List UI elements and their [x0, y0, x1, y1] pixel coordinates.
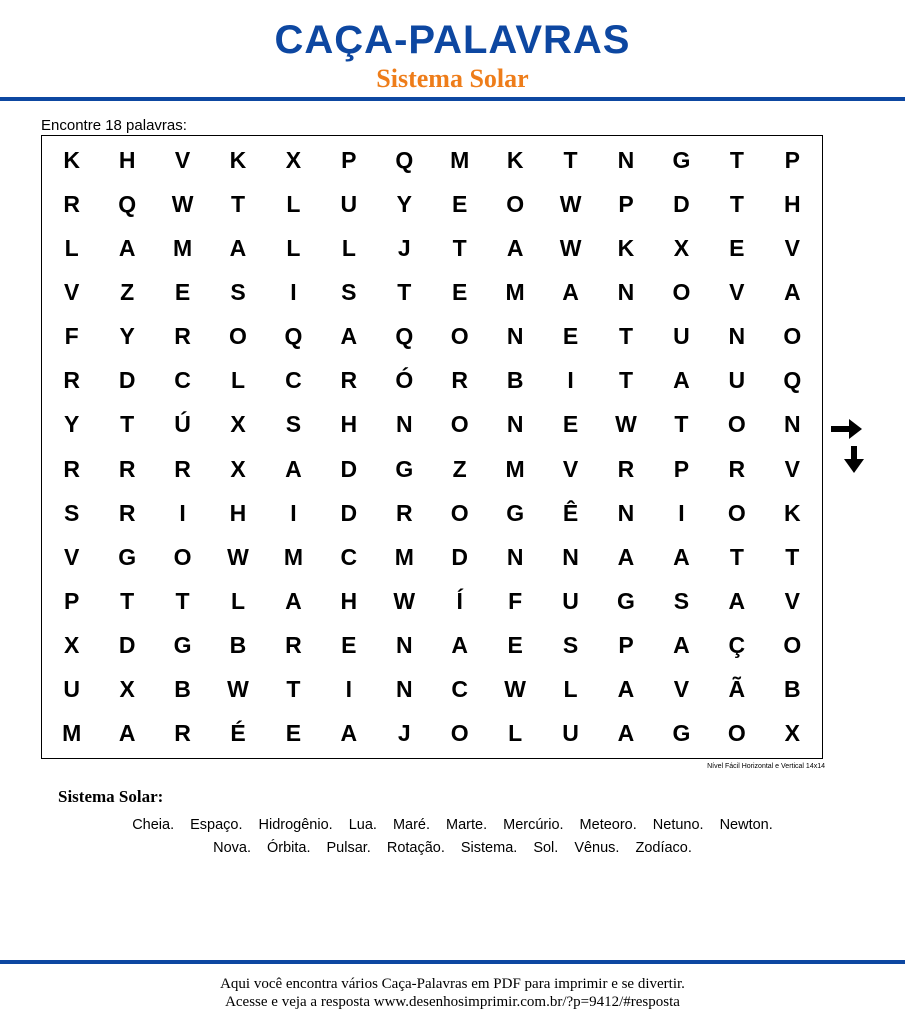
grid-cell: A [229, 234, 247, 261]
grid-cell: T [286, 676, 301, 703]
grid-cell: G [672, 720, 691, 747]
grid-cell: R [63, 455, 81, 482]
grid-cell: D [340, 499, 358, 526]
grid-cell: M [450, 146, 470, 173]
word-list-item: Meteoro. [579, 817, 637, 833]
grid-cell: V [64, 543, 80, 570]
grid-cell: E [729, 234, 745, 261]
grid-cell: O [506, 190, 525, 217]
top-divider [0, 97, 905, 101]
grid-cell: L [64, 234, 79, 261]
grid-cell: A [340, 720, 358, 747]
grid-cell: W [615, 411, 637, 438]
grid-cell: T [175, 587, 190, 614]
level-note: Nível Fácil Horizontal e Vertical 14x14 [707, 763, 825, 770]
grid-cell: A [728, 587, 746, 614]
grid-cell: D [340, 455, 358, 482]
grid-cell: T [397, 278, 412, 305]
grid-cell: N [506, 323, 524, 350]
grid-cell: Í [456, 587, 463, 614]
grid-cell: P [618, 632, 634, 659]
grid-cell: M [172, 234, 193, 261]
grid-cell: Z [452, 455, 467, 482]
grid-cell: V [562, 455, 579, 482]
grid-cell: E [562, 411, 579, 438]
grid-cell: L [230, 367, 246, 394]
grid-cell: R [285, 632, 302, 659]
grid-cell: O [783, 632, 802, 659]
word-list-item: Nova. [213, 840, 251, 856]
word-list-item: Vênus. [574, 840, 620, 856]
grid-cell: Y [119, 323, 135, 350]
grid-cell: A [285, 587, 302, 614]
grid-cell: V [673, 676, 690, 703]
grid-cell: K [783, 499, 801, 526]
grid-cell: L [508, 720, 523, 747]
grid-cell: T [452, 234, 467, 261]
grid-cell: M [283, 543, 303, 570]
grid-cell: N [617, 146, 635, 173]
grid-cell: W [559, 234, 582, 261]
grid-cell: V [784, 234, 800, 261]
grid-cell: B [229, 632, 247, 659]
grid-cell: I [179, 499, 186, 526]
grid-cell: T [674, 411, 689, 438]
grid-cell: B [174, 676, 191, 703]
grid-cell: O [173, 543, 192, 570]
grid-cell: L [286, 234, 301, 261]
grid-cell: F [64, 323, 79, 350]
grid-cell: H [340, 411, 358, 438]
grid-cell: O [727, 499, 746, 526]
grid-cell: W [559, 190, 582, 217]
word-list-item: Netuno. [652, 817, 704, 833]
grid-cell: U [63, 676, 81, 703]
grid-cell: H [783, 190, 801, 217]
grid-cell: N [506, 543, 524, 570]
grid-cell: T [618, 367, 634, 394]
grid-cell: G [506, 499, 525, 526]
grid-cell: S [64, 499, 80, 526]
grid-cell: T [618, 323, 634, 350]
grid-cell: E [452, 278, 468, 305]
word-list-item: Pulsar. [326, 840, 371, 856]
grid-cell: B [506, 367, 524, 394]
grid-cell: O [229, 323, 247, 350]
grid-cell: K [617, 234, 635, 261]
grid-cell: U [562, 720, 579, 747]
grid-cell: R [728, 455, 746, 482]
grid-cell: H [118, 146, 136, 173]
grid-cell: U [728, 367, 746, 394]
grid-cell: N [728, 323, 746, 350]
grid-cell: R [451, 367, 469, 394]
grid-cell: P [64, 587, 80, 614]
grid-cell: K [63, 146, 81, 173]
grid-cell: S [285, 411, 302, 438]
grid-cell: T [729, 146, 744, 173]
grid-cell: O [672, 278, 691, 305]
grid-cell: G [617, 587, 635, 614]
grid-cell: Ã [728, 676, 746, 703]
grid-cell: L [341, 234, 356, 261]
grid-cell: R [340, 367, 358, 394]
grid-cell: E [285, 720, 302, 747]
grid-cell: R [395, 499, 413, 526]
grid-cell: M [505, 455, 525, 482]
grid-cell: V [729, 278, 745, 305]
grid-cell: T [729, 543, 744, 570]
grid-cell: P [341, 146, 357, 173]
grid-cell: A [118, 720, 136, 747]
grid-cell: P [784, 146, 800, 173]
arrow-right-icon [831, 418, 863, 440]
grid-cell: A [451, 632, 469, 659]
grid-cell: S [341, 278, 357, 305]
grid-cell: A [617, 543, 635, 570]
grid-cell: L [563, 676, 578, 703]
word-list-item: Lua. [348, 817, 377, 833]
grid-cell: A [562, 278, 579, 305]
grid-cell: G [118, 543, 137, 570]
grid-cell: B [783, 676, 801, 703]
grid-cell: A [617, 720, 635, 747]
grid-cell: A [285, 455, 302, 482]
grid-cell: V [784, 455, 800, 482]
grid-cell: W [393, 587, 416, 614]
grid-cell: D [118, 632, 136, 659]
grid-cell: C [285, 367, 302, 394]
grid-cell: K [506, 146, 524, 173]
grid-cell: U [562, 587, 579, 614]
grid-cell: U [340, 190, 358, 217]
grid-cell: C [174, 367, 191, 394]
grid-cell: T [230, 190, 246, 217]
word-list-item: Zodíaco. [635, 840, 692, 856]
word-list-item: Mercúrio. [503, 817, 564, 833]
grid-cell: E [562, 323, 579, 350]
grid-cell: P [618, 190, 634, 217]
grid-cell: Y [396, 190, 412, 217]
grid-cell: V [64, 278, 80, 305]
grid-cell: N [617, 278, 635, 305]
footer-line-1: Aqui você encontra vários Caça-Palavras em PDF para imprimir e se divertir. [220, 976, 685, 992]
grid-cell: P [673, 455, 690, 482]
grid-cell: F [508, 587, 523, 614]
grid-cell: R [174, 720, 191, 747]
grid-cell: O [450, 411, 469, 438]
grid-cell: O [783, 323, 802, 350]
grid-cell: T [120, 411, 135, 438]
grid-cell: T [563, 146, 578, 173]
grid-cell: T [120, 587, 135, 614]
grid-cell: V [784, 587, 800, 614]
grid-cell: Y [64, 411, 80, 438]
grid-cell: Ú [174, 411, 191, 438]
grid-cell: A [673, 543, 690, 570]
grid-cell: A [783, 278, 801, 305]
grid-cell: A [617, 676, 635, 703]
grid-cell: O [727, 411, 746, 438]
word-list-item: Espaço. [190, 817, 243, 833]
grid-cell: R [174, 323, 191, 350]
word-list-item: Hidrogênio. [258, 817, 333, 833]
grid-cell: E [507, 632, 523, 659]
grid-cell: É [230, 720, 246, 747]
grid-cell: E [174, 278, 191, 305]
grid-cell: N [562, 543, 579, 570]
grid-cell: N [395, 676, 413, 703]
grid-cell: T [785, 543, 800, 570]
word-list-item: Órbita. [266, 840, 311, 856]
grid-cell: X [64, 632, 80, 659]
grid-cell: N [506, 411, 524, 438]
word-list-item: Sistema. [460, 840, 518, 856]
grid-cell: G [672, 146, 691, 173]
word-list-line-1 [0, 816, 905, 834]
footer-line-2: Acesse e veja a resposta www.desenhosimprimir.com.br/?p=9412/#resposta [225, 994, 680, 1010]
grid-cell: J [397, 234, 411, 261]
grid-cell: O [450, 720, 469, 747]
bottom-divider [0, 960, 905, 964]
grid-cell: G [173, 632, 192, 659]
grid-cell: Q [118, 190, 137, 217]
grid-cell: M [505, 278, 525, 305]
grid-cell: R [118, 499, 136, 526]
grid-cell: H [340, 587, 358, 614]
grid-cell: N [783, 411, 801, 438]
grid-cell: Q [783, 367, 802, 394]
grid-cell: R [118, 455, 136, 482]
grid-cell: A [118, 234, 136, 261]
grid-cell: T [729, 190, 744, 217]
grid-cell: Z [120, 278, 135, 305]
word-list-line-2 [0, 839, 905, 857]
grid-cell: A [673, 367, 690, 394]
grid-cell: U [673, 323, 690, 350]
grid-cell: K [229, 146, 247, 173]
grid-cell: O [450, 323, 469, 350]
grid-cell: Q [395, 146, 414, 173]
word-list-heading: Sistema Solar: [58, 787, 164, 806]
word-list-item: Sol. [533, 840, 559, 856]
grid-cell: N [395, 632, 413, 659]
grid-cell: R [617, 455, 635, 482]
grid-cell: X [673, 234, 690, 261]
grid-cell: X [285, 146, 302, 173]
grid-cell: Q [284, 323, 303, 350]
word-list-item: Newton. [719, 817, 773, 833]
grid-cell: Ó [395, 367, 414, 394]
grid-cell: M [62, 720, 82, 747]
page-title: CAÇA-PALAVRAS [274, 18, 631, 62]
word-list-item: Rotação. [386, 840, 445, 856]
grid-cell: Ê [562, 499, 579, 526]
grid-cell: W [171, 190, 194, 217]
grid-cell: O [727, 720, 746, 747]
word-search-grid [41, 135, 823, 759]
grid-cell: S [230, 278, 246, 305]
grid-cell: X [230, 455, 246, 482]
grid-cell: N [395, 411, 413, 438]
word-list-item: Maré. [392, 817, 431, 833]
grid-cell: D [451, 543, 469, 570]
arrow-down-icon [838, 446, 870, 474]
grid-cell: D [118, 367, 136, 394]
grid-cell: C [451, 676, 469, 703]
grid-cell: N [617, 499, 635, 526]
grid-cell: X [784, 720, 800, 747]
word-list-item: Marte. [446, 817, 488, 833]
grid-cell: D [673, 190, 690, 217]
grid-cell: R [63, 367, 81, 394]
grid-cell: I [567, 367, 574, 394]
grid-cell: W [227, 676, 249, 703]
grid-cell: A [340, 323, 358, 350]
grid-cell: E [341, 632, 357, 659]
grid-cell: X [230, 411, 246, 438]
grid-cell: I [290, 278, 297, 305]
grid-cell: C [340, 543, 358, 570]
grid-cell: I [290, 499, 297, 526]
grid-cell: Q [395, 323, 414, 350]
word-list-item: Cheia. [132, 817, 175, 833]
grid-cell: R [174, 455, 191, 482]
grid-cell: J [397, 720, 411, 747]
grid-cell: Ç [728, 632, 746, 659]
grid-cell: O [450, 499, 469, 526]
grid-cell: V [174, 146, 191, 173]
grid-cell: S [562, 632, 579, 659]
grid-cell: A [673, 632, 690, 659]
grid-cell: L [230, 587, 246, 614]
grid-cell: H [229, 499, 247, 526]
grid-cell: M [394, 543, 414, 570]
instruction-text: Encontre 18 palavras: [41, 117, 187, 134]
page-subtitle: Sistema Solar [376, 64, 529, 93]
grid-cell: X [119, 676, 135, 703]
grid-cell: W [504, 676, 526, 703]
grid-cell: E [452, 190, 468, 217]
grid-cell: L [286, 190, 301, 217]
grid-cell: W [227, 543, 249, 570]
grid-cell: I [678, 499, 685, 526]
grid-cell: A [506, 234, 524, 261]
grid-cell: R [63, 190, 81, 217]
grid-cell: S [673, 587, 690, 614]
grid-cell: I [345, 676, 353, 703]
grid-cell: G [395, 455, 414, 482]
